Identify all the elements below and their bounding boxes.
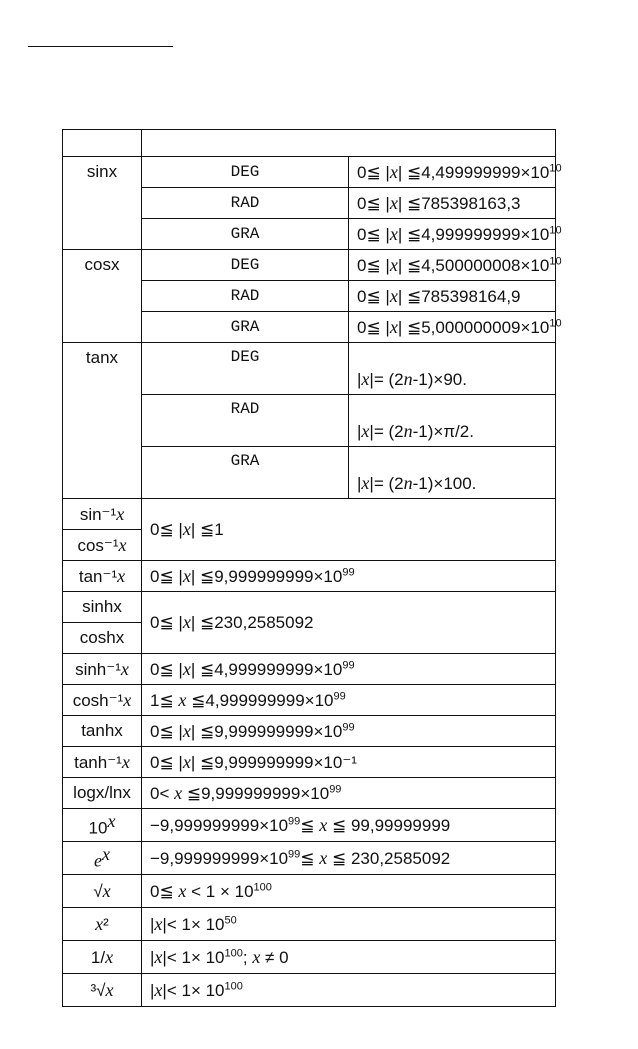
range-square: $|x|< 1\times 10^{50}$ bbox=[142, 908, 556, 941]
range-ex: $-9,999999999\times 10^{99}≦$ x ≦ 230,2585092 bbox=[142, 842, 556, 875]
range-asin-acos: 0≦ |x| ≦1 bbox=[142, 499, 556, 561]
range-tenx: $-9,999999999\times 10^{99}≦$ x ≦ 99,99999999 bbox=[142, 809, 556, 842]
range-log: 0< x $≦9,999999999\times 10^{99}$ bbox=[142, 778, 556, 809]
range-tanh: 0≦ |x| $≦9,999999999\times 10^{99}$ bbox=[142, 716, 556, 747]
fn-sqrt: √x bbox=[63, 875, 142, 908]
range-atan: 0≦ |x| $≦9,999999999\times 10^{99}$ bbox=[142, 561, 556, 592]
fn-acos: cos⁻¹x bbox=[63, 530, 142, 561]
range-sin-deg: 0≦ |x| $≦4,499999999\times 10^{10}$ bbox=[349, 157, 556, 188]
mode-rad: RAD bbox=[142, 281, 349, 312]
range-acosh: 1≦ x $≦4,999999999\times 10^{99}$ bbox=[142, 685, 556, 716]
mode-rad: RAD bbox=[142, 188, 349, 219]
mode-deg: DEG bbox=[142, 250, 349, 281]
range-tan-rad: |x|= (2n-1)×π/2. bbox=[349, 395, 556, 447]
fn-ex: $e^x$ bbox=[63, 842, 142, 875]
range-tan-deg: |x|= (2n-1)×90. bbox=[349, 343, 556, 395]
fn-cosh: coshx bbox=[63, 623, 142, 654]
top-rule bbox=[28, 46, 173, 47]
range-cos-deg: 0≦ |x| $≦4,500000008\times 10^{10}$ bbox=[349, 250, 556, 281]
range-cube-root: $|x|< 1\times 10^{100}$ bbox=[142, 974, 556, 1007]
range-sinh-cosh: 0≦ |x| ≦230,2585092 bbox=[142, 592, 556, 654]
fn-asinh: sinh⁻¹x bbox=[63, 654, 142, 685]
range-sin-gra: 0≦ |x| $≦4,999999999\times 10^{10}$ bbox=[349, 219, 556, 250]
fn-cos: cosx bbox=[63, 250, 142, 343]
fn-atanh: tanh⁻¹x bbox=[63, 747, 142, 778]
range-reciprocal: $|x|< 1\times 10^{100}$; x ≠ 0 bbox=[142, 941, 556, 974]
header-range bbox=[142, 130, 556, 157]
fn-acosh: cosh⁻¹x bbox=[63, 685, 142, 716]
header-function bbox=[63, 130, 142, 157]
function-range-table bbox=[62, 129, 562, 1007]
mode-gra: GRA bbox=[142, 447, 349, 499]
range-tan-gra: |x|= (2n-1)×100. bbox=[349, 447, 556, 499]
mode-gra: GRA bbox=[142, 312, 349, 343]
fn-asin: sin⁻¹x bbox=[63, 499, 142, 530]
mode-deg: DEG bbox=[142, 157, 349, 188]
fn-atan: tan⁻¹x bbox=[63, 561, 142, 592]
range-sin-rad: 0≦ |x| ≦785398163,3 bbox=[349, 188, 556, 219]
range-atanh: 0≦ |x| ≦9,999999999×10⁻¹ bbox=[142, 747, 556, 778]
range-sqrt: 0≦ $x < 1 \times 10^{100}$ bbox=[142, 875, 556, 908]
fn-sin: sinx bbox=[63, 157, 142, 250]
fn-square: x² bbox=[63, 908, 142, 941]
fn-tan: tanx bbox=[63, 343, 142, 499]
fn-tenx: 10$^x$ bbox=[63, 809, 142, 842]
fn-cube-root: ³√x bbox=[63, 974, 142, 1007]
mode-rad: RAD bbox=[142, 395, 349, 447]
mode-gra: GRA bbox=[142, 219, 349, 250]
range-cos-gra: 0≦ |x| $≦5,000000009\times 10^{10}$ bbox=[349, 312, 556, 343]
mode-deg: DEG bbox=[142, 343, 349, 395]
fn-reciprocal: 1/x bbox=[63, 941, 142, 974]
fn-sinh: sinhx bbox=[63, 592, 142, 623]
range-asinh: 0≦ |x| $≦4,999999999\times 10^{99}$ bbox=[142, 654, 556, 685]
range-cos-rad: 0≦ |x| ≦785398164,9 bbox=[349, 281, 556, 312]
fn-tanh: tanhx bbox=[63, 716, 142, 747]
fn-log: logx/lnx bbox=[63, 778, 142, 809]
